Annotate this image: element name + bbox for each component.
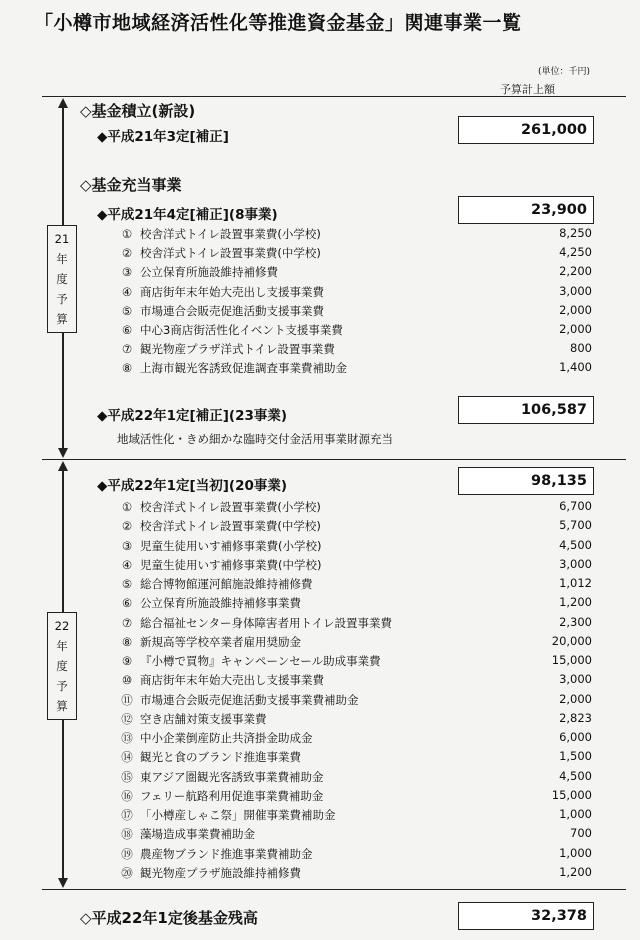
group1-amount: 23,900 [458,196,594,224]
list-item [114,730,594,748]
item-value: 2,823 [559,710,592,725]
item-number: ⑮ [121,769,133,784]
item-value: 1,000 [559,845,592,860]
list-item [114,865,594,883]
list-item [114,634,594,652]
list-item [114,653,594,671]
item-value: 3,000 [559,672,592,687]
item-name: 中小企業倒産防止共済掛金助成金 [140,731,313,745]
item-value: 2,300 [559,614,592,629]
item-value: 700 [570,826,592,841]
list-item [114,846,594,864]
unit-note: (単位：千円) [538,67,591,77]
list-item [114,769,594,787]
item-number: ⑩ [121,673,133,688]
item-name: フェリー航路利用促進事業費補助金 [140,788,324,803]
item-name: 東アジア圏観光客誘致事業費補助金 [140,769,324,784]
fund-setup-amount: 261,000 [458,116,594,144]
top-frame-line [42,96,626,97]
fy21-year-number: 21 [54,232,70,246]
list-item [114,807,594,825]
fy21-char-san: 算 [56,312,68,326]
group3-label: ◆平成22年1定[当初](20事業) [97,478,288,494]
item-number: ⑧ [121,634,133,649]
list-item [114,499,594,517]
group2-amount: 106,587 [458,396,594,424]
budget-column-header: 予算計上額 [500,83,555,96]
fund-setup-item-label: ◆平成21年3定[補正] [97,129,229,145]
item-number: ⑬ [121,731,133,745]
list-item [114,284,594,302]
item-value: 5,700 [559,518,592,533]
item-name: 観光物産プラザ洋式トイレ設置事業費 [140,342,335,357]
item-number: ⑰ [121,808,133,822]
item-number: ③ [121,265,133,280]
fy22-char-san: 算 [56,699,68,713]
item-name: 総合福祉センター身体障害者用トイレ設置事業費 [140,615,392,630]
item-number: ⑧ [121,361,133,376]
list-item [114,595,594,613]
item-name: 公立保育所施設維持補修費 [140,265,278,280]
item-number: ⑭ [121,750,133,765]
item-number: ④ [121,284,133,299]
fy22-year-number: 22 [54,619,70,633]
item-number: ③ [121,538,133,553]
item-name: 観光物産プラザ施設維持補修費 [140,865,301,880]
item-number: ④ [121,557,133,572]
group2-label: ◆平成22年1定[補正](23事業) [97,408,288,424]
item-name: 公立保育所施設維持補修事業費 [140,596,301,611]
item-value: 15,000 [551,787,592,802]
fy21-char-yo: 予 [56,292,68,306]
item-number: ⑱ [121,827,133,842]
list-item [114,711,594,729]
item-name: 藻場造成事業費補助金 [140,827,255,842]
list-item [114,692,594,710]
document-title: 「小樽市地域経済活性化等推進資金基金」関連事業一覧 [34,12,522,34]
item-number: ⑥ [121,323,133,337]
item-number: ⑫ [121,711,133,726]
fy22-char-nen: 年 [56,639,68,653]
item-name: 市場連合会販売促進活動支援事業費 [140,303,324,318]
item-name: 新規高等学校卒業者雇用奨励金 [140,634,301,649]
fy21-arrow-down-icon [58,448,68,458]
item-number: ⑤ [121,303,133,318]
middle-frame-line [42,459,626,460]
item-value: 2,000 [559,691,592,706]
fy22-budget-label [47,612,77,720]
item-name: 観光と食のブランド推進事業費 [140,750,301,765]
item-value: 8,250 [559,226,592,240]
item-value: 15,000 [551,653,592,667]
item-number: ⑦ [121,615,133,630]
item-name: 「小樽産しゃこ祭」開催事業費補助金 [140,808,336,822]
item-name: 校舎洋式トイレ設置事業費(小学校) [140,227,321,241]
item-value: 1,500 [559,749,592,764]
item-value: 2,200 [559,264,592,279]
list-item [114,788,594,806]
item-name: 校舎洋式トイレ設置事業費(小学校) [140,500,321,514]
item-value: 3,000 [559,556,592,571]
list-item [114,538,594,556]
item-value: 1,200 [559,864,592,879]
fy21-char-nen: 年 [56,252,68,266]
item-name: 児童生徒用いす補修事業費(中学校) [140,557,322,572]
list-item [114,826,594,844]
list-item [114,303,594,321]
item-value: 1,012 [559,576,592,590]
bottom-frame-line [42,889,626,890]
list-item [114,245,594,263]
item-number: ② [121,246,133,261]
item-name: 『小樽で買物』キャンペーンセール助成事業費 [140,654,381,668]
item-value: 1,400 [559,360,592,375]
item-name: 上海市観光客誘致促進調査事業費補助金 [140,361,347,376]
item-number: ⑳ [121,865,133,880]
item-name: 市場連合会販売促進活動支援事業費補助金 [140,692,359,707]
fy21-char-do: 度 [56,272,68,286]
fy22-char-do: 度 [56,659,68,673]
fund-allocation-heading: ◇基金充当事業 [80,176,182,194]
item-number: ⑤ [121,577,133,591]
item-number: ① [121,500,133,514]
list-item [114,518,594,536]
list-item [114,360,594,378]
item-name: 空き店舗対策支援事業費 [140,711,267,726]
item-name: 商店街年末年始大売出し支援事業費 [140,673,324,688]
item-number: ⑲ [121,846,133,861]
fy22-char-yo: 予 [56,679,68,693]
item-value: 800 [570,341,592,356]
list-item [114,576,594,594]
balance-label: ◇平成22年1定後基金残高 [80,909,258,927]
item-name: 中心3商店街活性化イベント支援事業費 [140,323,343,337]
item-name: 児童生徒用いす補修事業費(小学校) [140,538,322,553]
item-value: 4,250 [559,245,592,260]
item-value: 6,000 [559,730,592,744]
item-number: ⑦ [121,342,133,357]
item-number: ① [121,227,133,241]
group2-note: 地域活性化・きめ細かな臨時交付金活用事業財源充当 [117,432,393,446]
list-item [114,557,594,575]
item-name: 校舎洋式トイレ設置事業費(中学校) [140,519,321,534]
item-number: ⑪ [121,692,133,707]
list-item [114,749,594,767]
list-item [114,672,594,690]
list-item [114,322,594,340]
item-value: 1,000 [559,807,592,821]
list-item [114,226,594,244]
item-name: 総合博物館運河館施設維持補修費 [140,577,313,591]
fund-setup-heading: ◇基金積立(新設) [80,102,196,120]
item-value: 20,000 [551,633,592,648]
item-name: 校舎洋式トイレ設置事業費(中学校) [140,246,321,261]
item-name: 商店街年末年始大売出し支援事業費 [140,284,324,299]
list-item [114,615,594,633]
item-name: 農産物ブランド推進事業費補助金 [140,846,313,861]
fy22-arrow-down-icon [58,878,68,888]
item-value: 3,000 [559,283,592,298]
item-number: ⑨ [121,654,133,668]
item-number: ② [121,519,133,534]
item-number: ⑥ [121,596,133,611]
list-item [114,264,594,282]
fy21-budget-label [47,225,77,333]
group3-amount: 98,135 [458,467,594,495]
item-value: 6,700 [559,499,592,513]
item-number: ⑯ [121,788,133,803]
item-value: 1,200 [559,595,592,610]
item-value: 4,500 [559,768,592,783]
item-value: 4,500 [559,537,592,552]
list-item [114,341,594,359]
item-value: 2,000 [559,302,592,317]
group1-label: ◆平成21年4定[補正](8事業) [97,207,278,223]
item-value: 2,000 [559,322,592,336]
balance-amount: 32,378 [458,902,594,930]
